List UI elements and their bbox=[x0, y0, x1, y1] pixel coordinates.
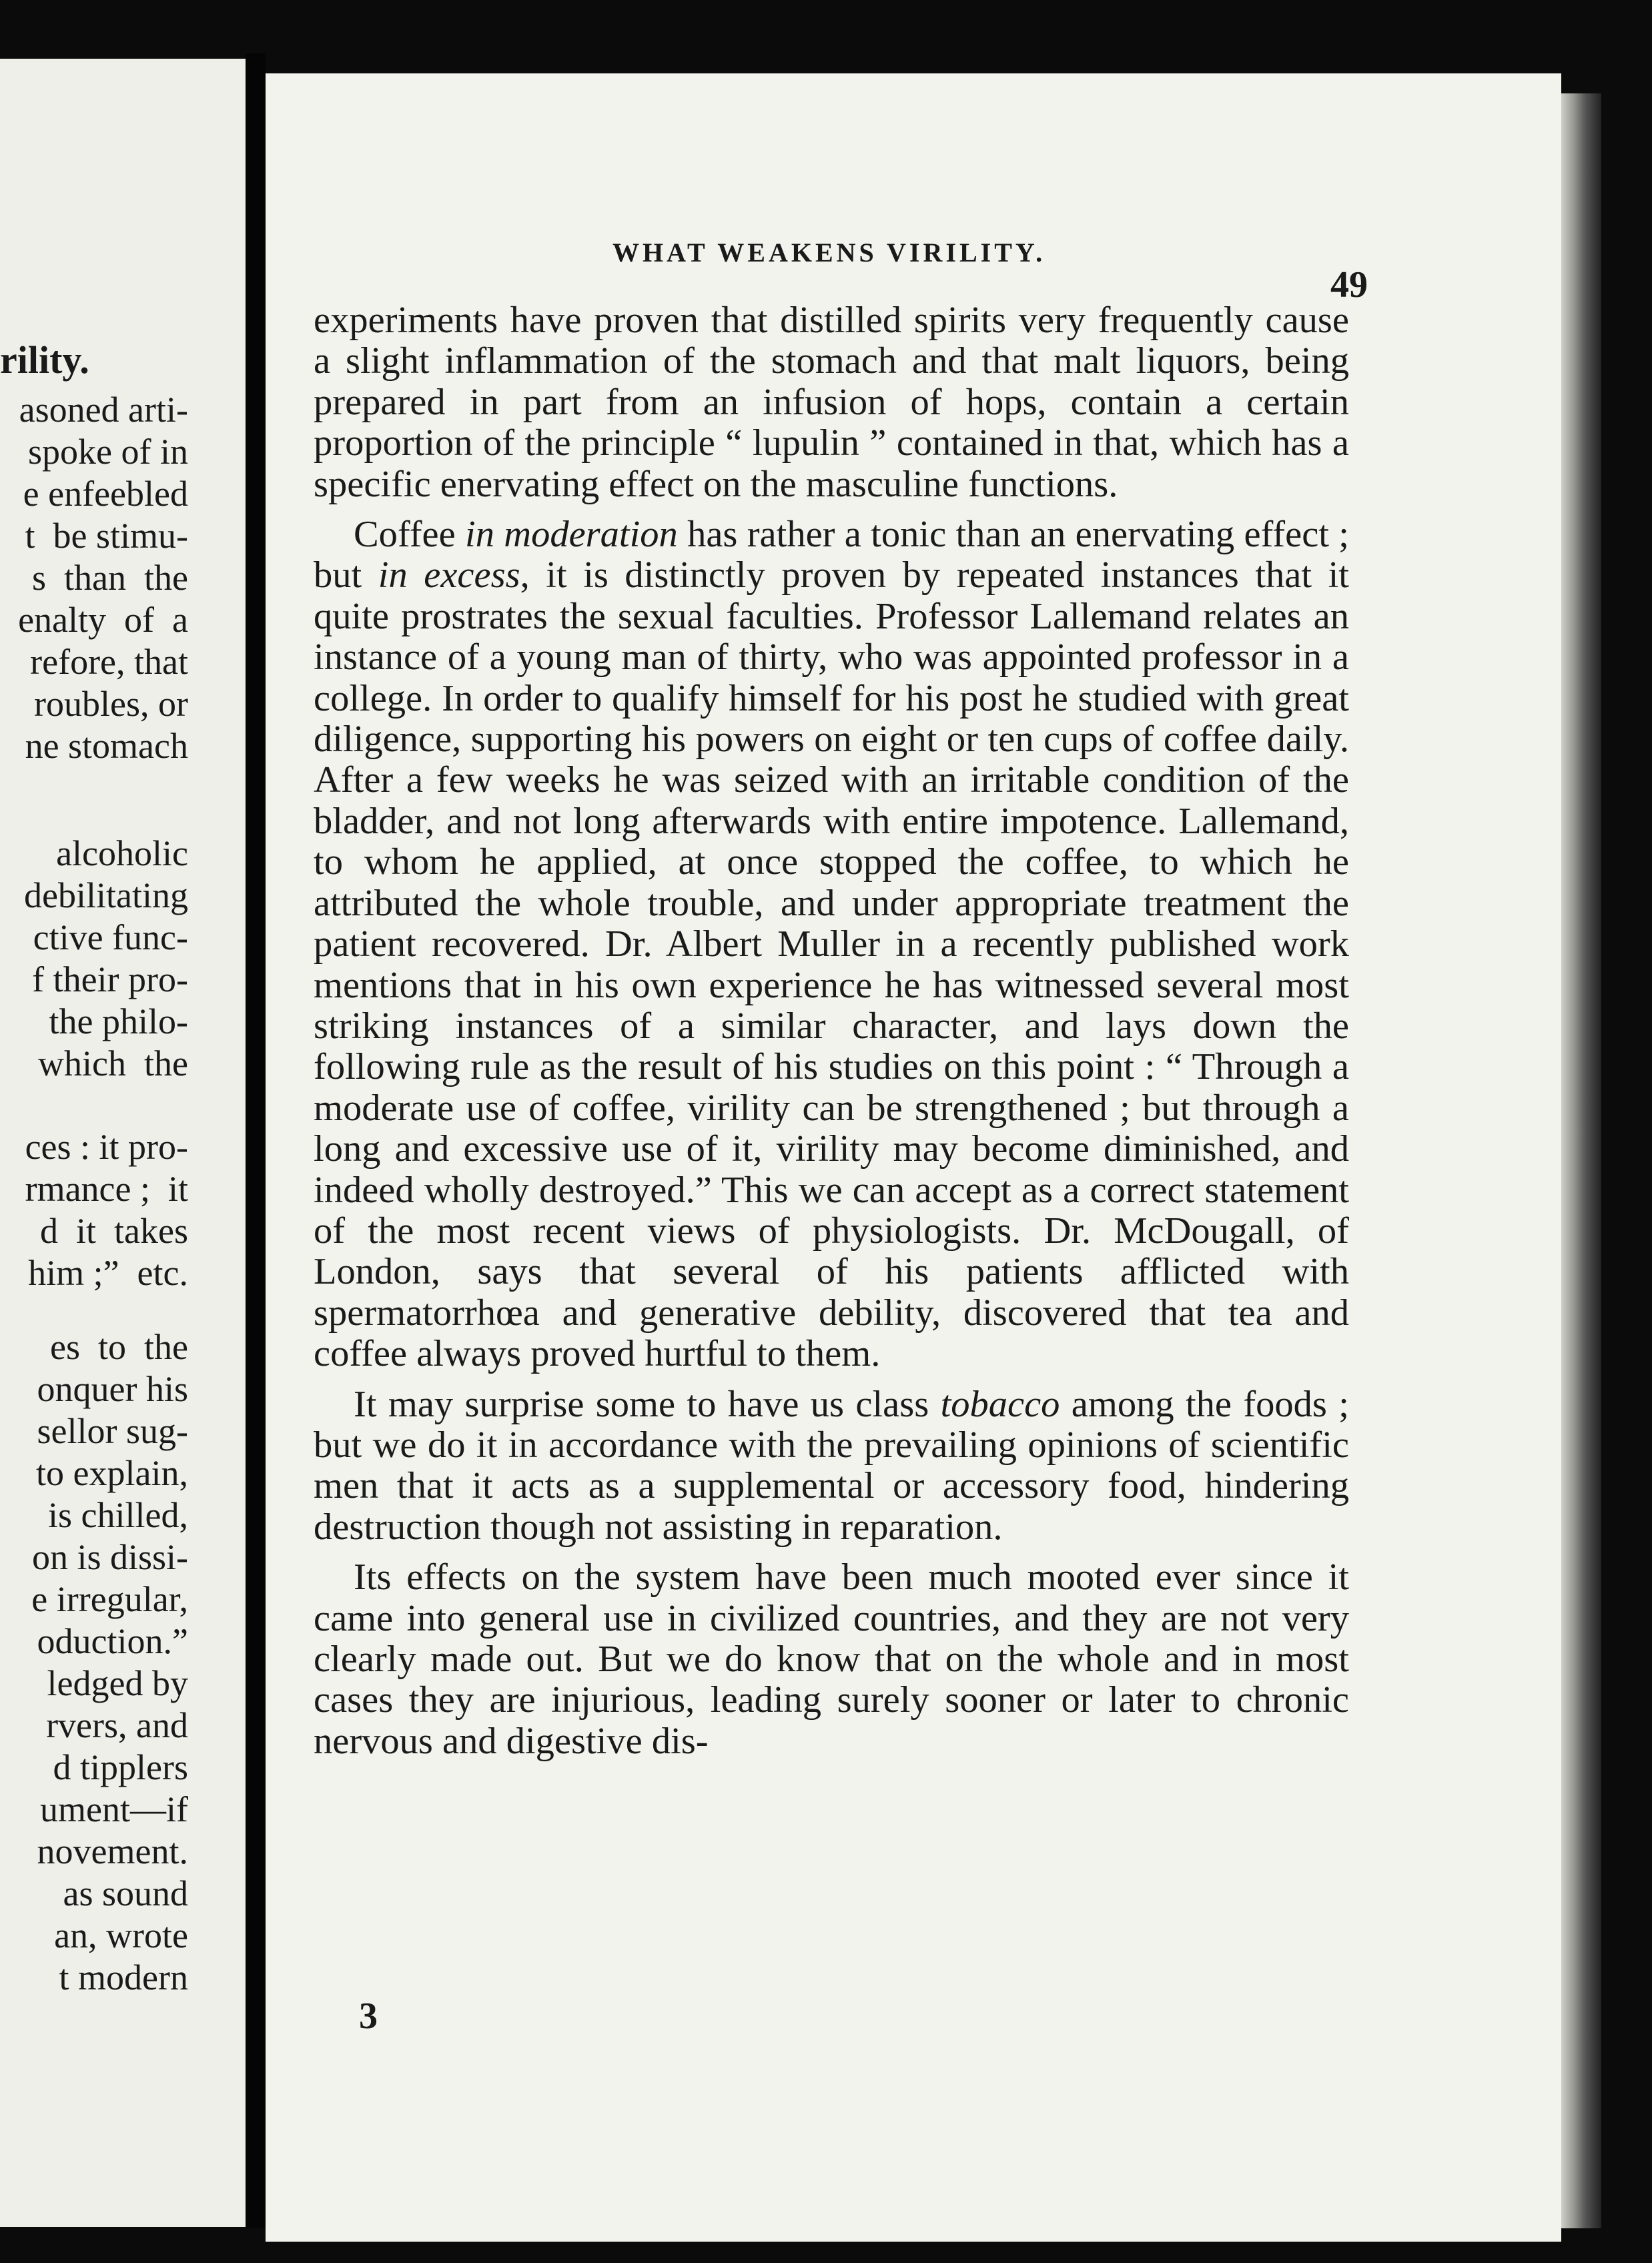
left-text-line: refore, that bbox=[30, 642, 188, 682]
left-text-line: on is dissi- bbox=[31, 1537, 188, 1577]
left-text-line: ledged by bbox=[47, 1663, 188, 1703]
left-text-line: enalty of a bbox=[18, 600, 188, 640]
left-text-line: e enfeebled bbox=[23, 474, 188, 514]
paragraph-4: Its effects on the system have been much mooted ever since it came into general use in civilized countries, and they are not very clearly made out. But we do know that on the whole and in most cases they are injurious, leading surely sooner or later to chronic nervous and digestive dis- bbox=[314, 1556, 1349, 1762]
running-head: WHAT WEAKENS VIRILITY. bbox=[612, 238, 1046, 268]
left-text-line: s than the bbox=[32, 558, 188, 598]
paragraph-1: experiments have proven that distilled spirits very frequently cause a slight inflammation of the stomach and that malt liquors, being prepared in part from an infusion of hops, contain a certain proportion of the principle “ lupulin ” contained in that, which has a specific enervating effect on the masculine functions. bbox=[314, 300, 1349, 505]
left-page bbox=[0, 59, 246, 2227]
emphasis: in moderation bbox=[465, 514, 678, 556]
left-text-line: spoke of in bbox=[28, 432, 188, 472]
left-text-line: onquer his bbox=[37, 1369, 188, 1409]
paragraph-3: It may surprise some to have us class tobacco among the foods ; but we do it in accordance with the prevailing opinions of scientific men that it acts as a supplemental or accessory food, hindering destruction though not assisting in reparation. bbox=[314, 1383, 1349, 1548]
left-text-line: to explain, bbox=[36, 1453, 188, 1493]
signature-mark: 3 bbox=[359, 1995, 378, 2037]
left-text-line: alcoholic bbox=[56, 833, 188, 873]
page-edges bbox=[1561, 93, 1601, 2228]
left-text-line: ne stomach bbox=[25, 726, 188, 766]
left-text-line: as sound bbox=[63, 1873, 188, 1913]
left-text-line: t be stimu- bbox=[25, 516, 188, 556]
left-text-line: rvers, and bbox=[46, 1705, 188, 1745]
left-text-line: ument—if bbox=[40, 1789, 188, 1829]
left-text-line: f their pro- bbox=[32, 959, 188, 999]
left-text-line: rmance ; it bbox=[25, 1169, 188, 1209]
left-text-line: d tipplers bbox=[53, 1747, 188, 1787]
left-text-line: asoned arti- bbox=[19, 390, 188, 430]
emphasis: in excess bbox=[378, 554, 520, 596]
left-text-line: t modern bbox=[59, 1957, 188, 1997]
body-text bbox=[314, 300, 1349, 1762]
left-heading-fragment: rility. bbox=[0, 338, 89, 382]
left-text-line: which the bbox=[38, 1043, 188, 1083]
left-text-line: oduction.” bbox=[37, 1621, 188, 1661]
left-text-line: is chilled, bbox=[48, 1495, 188, 1535]
left-text-line: d it takes bbox=[40, 1211, 188, 1251]
left-text-line: him ;” etc. bbox=[28, 1253, 188, 1293]
left-text-line: e irregular, bbox=[31, 1579, 188, 1619]
paragraph-2: Coffee in moderation has rather a tonic than an enervating effect ; but in excess, it is distinctly proven by repeated instances that it quite prostrates the sexual faculties. Professor Lallemand relates an instance of a young man of thirty, who was appointed professor in a college. In order to qualify himself for his post he studied with great diligence, supporting his powers on eight or ten cups of coffee daily. After a few weeks he was seized with an irritable condition of the bladder, and not long afterwards with entire impotence. Lallemand, to whom he applied, at once stopped the coffee, to which he attributed the whole trouble, and under appropriate treatment the patient recovered. Dr. Albert Muller in a recently published work mentions that in his own experience he has witnessed several most striking instances of a similar character, and lays down the following rule as the result of his studies on this point : “ Through a moderate use of coffee, virility can be strengthened ; but through a long and excessive use of it, virility may become diminished, and indeed wholly destroyed.” This we can accept as a correct statement of the most recent views of physiologists. Dr. McDougall, of London, says that several of his patients afflicted with spermatorrhœa and generative debility, discovered that tea and coffee always proved hurtful to them. bbox=[314, 514, 1350, 1375]
emphasis: tobacco bbox=[940, 1383, 1060, 1425]
left-text-line: ctive func- bbox=[33, 917, 188, 957]
page-number: 49 bbox=[1330, 264, 1368, 306]
left-text-line: novement. bbox=[37, 1831, 188, 1871]
book-spine bbox=[246, 53, 266, 2228]
left-text-line: ces : it pro- bbox=[25, 1127, 188, 1167]
right-page bbox=[266, 73, 1561, 2242]
left-text-line: roubles, or bbox=[34, 684, 188, 724]
left-text-line: sellor sug- bbox=[37, 1411, 188, 1451]
left-text-line: the philo- bbox=[49, 1001, 188, 1041]
left-text-line: es to the bbox=[50, 1327, 188, 1367]
left-text-line: an, wrote bbox=[54, 1915, 188, 1955]
left-text-line: debilitating bbox=[24, 875, 188, 915]
